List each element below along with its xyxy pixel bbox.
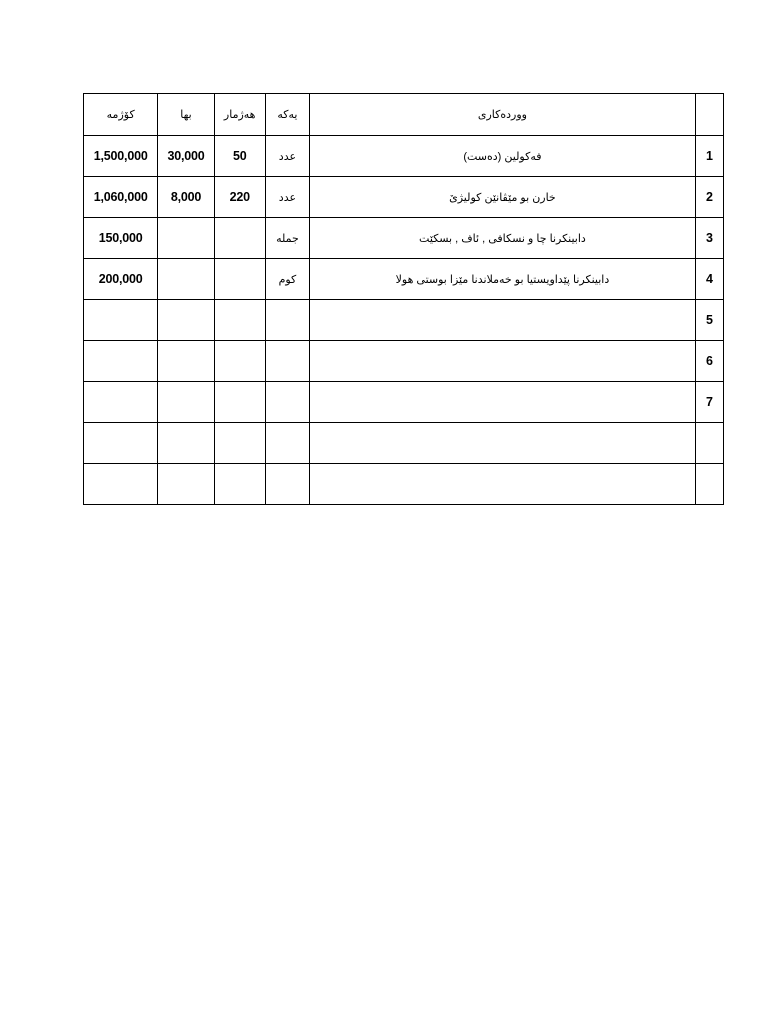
cell-price	[158, 382, 214, 423]
cell-unit: عدد	[265, 136, 309, 177]
cell-total: 150,000	[84, 218, 158, 259]
cell-price	[158, 218, 214, 259]
cell-description	[310, 464, 696, 505]
cell-quantity	[214, 300, 265, 341]
cell-unit	[265, 382, 309, 423]
cell-unit: عدد	[265, 177, 309, 218]
cell-number: 7	[695, 382, 723, 423]
table-row	[84, 464, 724, 505]
cell-number: 5	[695, 300, 723, 341]
cell-quantity	[214, 464, 265, 505]
cell-unit	[265, 300, 309, 341]
cell-quantity	[214, 423, 265, 464]
cell-total	[84, 341, 158, 382]
cell-description	[310, 382, 696, 423]
cell-quantity	[214, 382, 265, 423]
cell-unit: جملە	[265, 218, 309, 259]
cell-description	[310, 423, 696, 464]
cell-total: 1,060,000	[84, 177, 158, 218]
expense-table	[83, 93, 724, 505]
cell-price	[158, 300, 214, 341]
cell-total: 200,000	[84, 259, 158, 300]
table-row	[84, 259, 724, 300]
cell-number: 6	[695, 341, 723, 382]
header-price: بها	[158, 94, 214, 136]
cell-number	[695, 423, 723, 464]
table-row	[84, 423, 724, 464]
cell-total	[84, 382, 158, 423]
cell-description	[310, 341, 696, 382]
cell-total	[84, 464, 158, 505]
cell-number: 4	[695, 259, 723, 300]
header-number	[695, 94, 723, 136]
header-description: ووردەکاری	[310, 94, 696, 136]
table-row	[84, 341, 724, 382]
cell-number: 3	[695, 218, 723, 259]
cell-quantity: 220	[214, 177, 265, 218]
cell-description: خارن بو مێڤانێن کولیژێ	[310, 177, 696, 218]
cell-quantity	[214, 341, 265, 382]
cell-price	[158, 423, 214, 464]
table-row	[84, 136, 724, 177]
header-unit: یەکە	[265, 94, 309, 136]
table-row	[84, 218, 724, 259]
cell-number	[695, 464, 723, 505]
cell-description: دابینکرنا پێداویستیا بو خەملاندنا مێزا بوستی هولا	[310, 259, 696, 300]
cell-price: 8,000	[158, 177, 214, 218]
cell-total	[84, 423, 158, 464]
cell-quantity	[214, 259, 265, 300]
table-row	[84, 382, 724, 423]
cell-description: فەکولین (دەست)	[310, 136, 696, 177]
cell-number: 2	[695, 177, 723, 218]
cell-total: 1,500,000	[84, 136, 158, 177]
cell-total	[84, 300, 158, 341]
cell-quantity	[214, 218, 265, 259]
cell-price	[158, 341, 214, 382]
cell-unit	[265, 423, 309, 464]
cell-unit	[265, 341, 309, 382]
cell-price	[158, 464, 214, 505]
header-quantity: هەژمار	[214, 94, 265, 136]
cell-description	[310, 300, 696, 341]
cell-unit: کوم	[265, 259, 309, 300]
cell-quantity: 50	[214, 136, 265, 177]
table-header-row	[84, 94, 724, 136]
header-total: كۆژمە	[84, 94, 158, 136]
table-row	[84, 300, 724, 341]
cell-description: دابینکرنا چا و نسکافی , ئاف , بسکێت	[310, 218, 696, 259]
cell-price	[158, 259, 214, 300]
cell-unit	[265, 464, 309, 505]
table-row	[84, 177, 724, 218]
cell-number: 1	[695, 136, 723, 177]
cell-price: 30,000	[158, 136, 214, 177]
